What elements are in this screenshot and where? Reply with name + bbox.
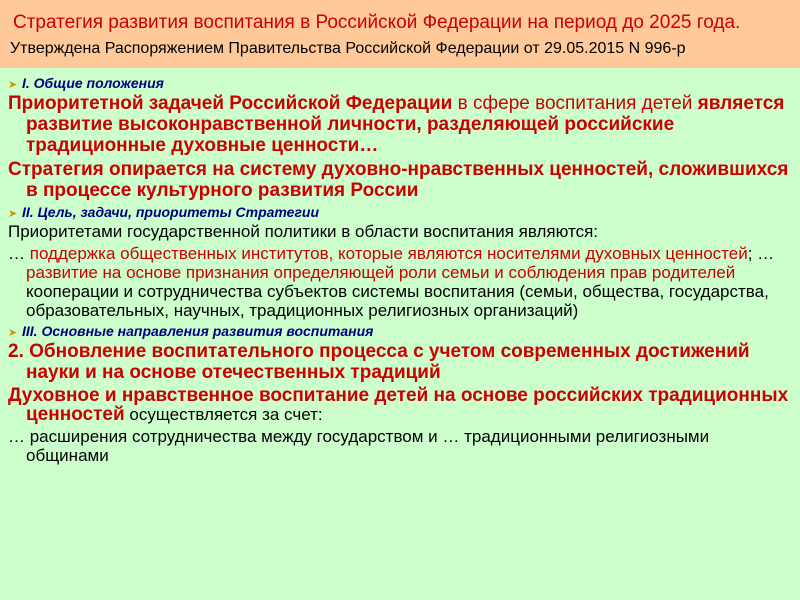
paragraph-priorities-intro: Приоритетами государственной политики в области воспитания являются: — [8, 222, 599, 241]
paragraph-spiritual-education: Духовное и нравственное воспитание детей на основе российских традиционных ценностей осуществляется за счет: — [8, 385, 789, 425]
page-subtitle: Утверждена Распоряжением Правительства Российской Федерации от 29.05.2015 N 996-р — [10, 40, 686, 57]
section-heading-1: ➤ I. Общие положения — [8, 75, 164, 91]
title-banner — [0, 0, 800, 68]
paragraph-priority-task: Приоритетной задачей Российской Федерации в сфере воспитания детей является развитие высоконравственной личности, разделяющей российские традиционные духовные ценности… — [8, 93, 785, 156]
paragraph-priorities-list: … поддержка общественных институтов, которые являются носителями духовных ценностей; … развитие на основе признания определяющей роли семьи и соблюдения прав родителей кооперации и сотрудничества субъектов системы воспитания (семьи, общества, государства, образовательных, научных, традиционных религиозных организаций) — [8, 244, 775, 320]
page-title: Стратегия развития воспитания в Российской Федерации на период до 2025 года. — [13, 12, 741, 33]
paragraph-strategy-basis: Стратегия опирается на систему духовно-нравственных ценностей, сложившихся в процессе культурного развития России — [8, 159, 789, 201]
arrow-bullet-icon: ➤ — [8, 327, 18, 339]
section-heading-3: ➤ III. Основные направления развития воспитания — [8, 323, 374, 339]
paragraph-cooperation: … расширения сотрудничества между государством и … традиционными религиозными общинами — [8, 427, 710, 465]
section-heading-2: ➤ II. Цель, задачи, приоритеты Стратегии — [8, 204, 320, 220]
arrow-bullet-icon: ➤ — [8, 208, 18, 220]
arrow-bullet-icon: ➤ — [8, 79, 18, 91]
slide-content — [8, 75, 793, 468]
paragraph-update-process: 2. Обновление воспитательного процесса с учетом современных достижений науки и на основе отечественных традиций — [8, 341, 750, 383]
